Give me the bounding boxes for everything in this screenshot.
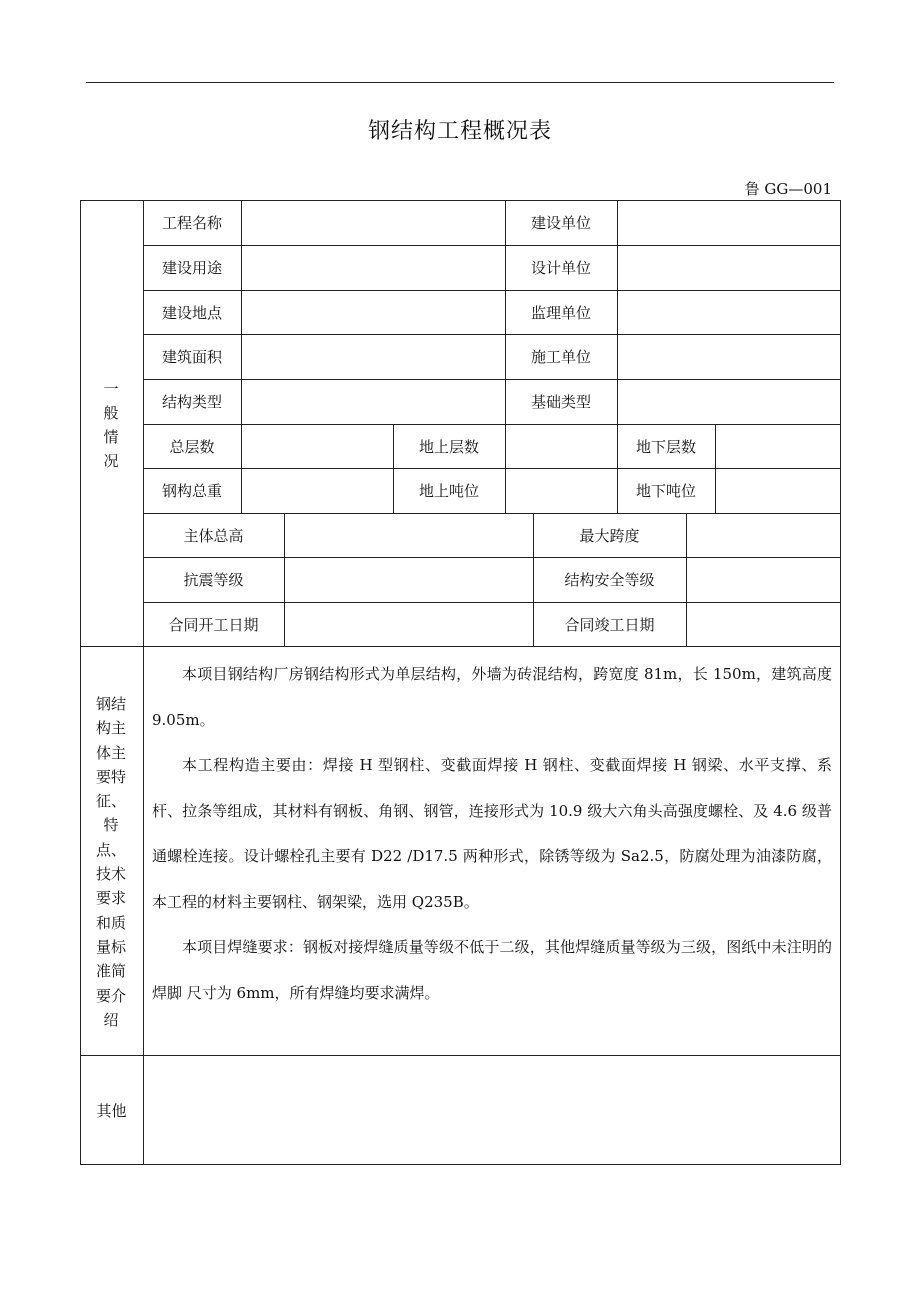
supervisor-label: 监理单位 <box>530 303 591 322</box>
total-height-label: 主体总高 <box>183 526 244 545</box>
max-span-label: 最大跨度 <box>579 526 640 545</box>
structure-type-label: 结构类型 <box>161 393 222 411</box>
below-floors-label: 地下层数 <box>635 437 696 456</box>
features-paragraph: 本工程构造主要由：焊接 H 型钢柱、变截面焊接 H 钢柱、变截面焊接 H 钢梁、水平支撑、系杆、拉条等组成，其材料有钢板、角钢、钢管，连接形式为 10.9 级大六角头高强度螺栓、及 4.6 级普通螺栓连接。设计螺栓孔主要有 D22 /D17.5 两种形式，除锈等级为 Sa2.5，防腐处理为油漆防腐，本工程的材料主要钢柱、钢架梁，选用 Q235B。 <box>152 756 832 911</box>
seismic-grade-value[interactable] <box>284 557 533 602</box>
structure-type-value[interactable] <box>241 379 505 424</box>
general-section-label: 一般情况 <box>103 380 119 470</box>
below-tonnage-value[interactable] <box>715 468 841 513</box>
below-tonnage-label: 地下吨位 <box>635 482 696 500</box>
designer-value[interactable] <box>617 245 841 290</box>
features-paragraph: 本项目钢结构厂房钢结构形式为单层结构，外墙为砖混结构，跨宽度 81m，长 150m，建筑高度 9.05m。 <box>152 665 832 729</box>
total-floors-label: 总层数 <box>169 437 215 456</box>
designer-label: 设计单位 <box>530 259 591 277</box>
above-floors-value[interactable] <box>505 424 617 468</box>
project-name-label: 工程名称 <box>161 214 222 232</box>
foundation-type-value[interactable] <box>617 379 841 424</box>
other-value[interactable] <box>143 1055 841 1165</box>
above-floors-label: 地上层数 <box>418 437 479 456</box>
supervisor-value[interactable] <box>617 290 841 334</box>
foundation-type-label: 基础类型 <box>530 393 591 411</box>
location-value[interactable] <box>241 290 505 334</box>
client-label: 建设单位 <box>530 214 591 232</box>
completion-date-value[interactable] <box>686 602 841 647</box>
max-span-value[interactable] <box>686 513 841 557</box>
total-height-value[interactable] <box>284 513 533 557</box>
other-section-label: 其他 <box>96 1101 127 1120</box>
safety-grade-label: 结构安全等级 <box>564 571 655 589</box>
location-label: 建设地点 <box>161 303 222 322</box>
area-label: 建筑面积 <box>161 348 222 366</box>
usage-label: 建设用途 <box>161 259 222 277</box>
header-rule <box>86 82 834 83</box>
contractor-label: 施工单位 <box>530 348 591 366</box>
steel-weight-value[interactable] <box>241 468 393 513</box>
below-floors-value[interactable] <box>715 424 841 468</box>
client-value[interactable] <box>617 200 841 245</box>
features-description <box>152 652 832 1016</box>
start-date-value[interactable] <box>284 602 533 647</box>
completion-date-label: 合同竣工日期 <box>564 616 655 634</box>
area-value[interactable] <box>241 334 505 379</box>
features-paragraph: 本项目焊缝要求：钢板对接焊缝质量等级不低于二级，其他焊缝质量等级为三级，图纸中未注明的 焊脚 尺寸为 6mm，所有焊缝均要求满焊。 <box>152 938 832 1002</box>
usage-value[interactable] <box>241 245 505 290</box>
contractor-value[interactable] <box>617 334 841 379</box>
form-code: 鲁 GG—001 <box>744 180 832 198</box>
total-floors-value[interactable] <box>241 424 393 468</box>
above-tonnage-value[interactable] <box>505 468 617 513</box>
start-date-label: 合同开工日期 <box>168 616 259 634</box>
project-name-value[interactable] <box>241 200 505 245</box>
page-title: 钢结构工程概况表 <box>367 119 552 144</box>
features-section-label: 钢结构主体主要特征、特点、技术要求和质量标准简要介绍 <box>95 695 126 1029</box>
seismic-grade-label: 抗震等级 <box>183 571 244 589</box>
above-tonnage-label: 地上吨位 <box>418 482 479 500</box>
safety-grade-value[interactable] <box>686 557 841 602</box>
steel-weight-label: 钢构总重 <box>161 482 222 500</box>
